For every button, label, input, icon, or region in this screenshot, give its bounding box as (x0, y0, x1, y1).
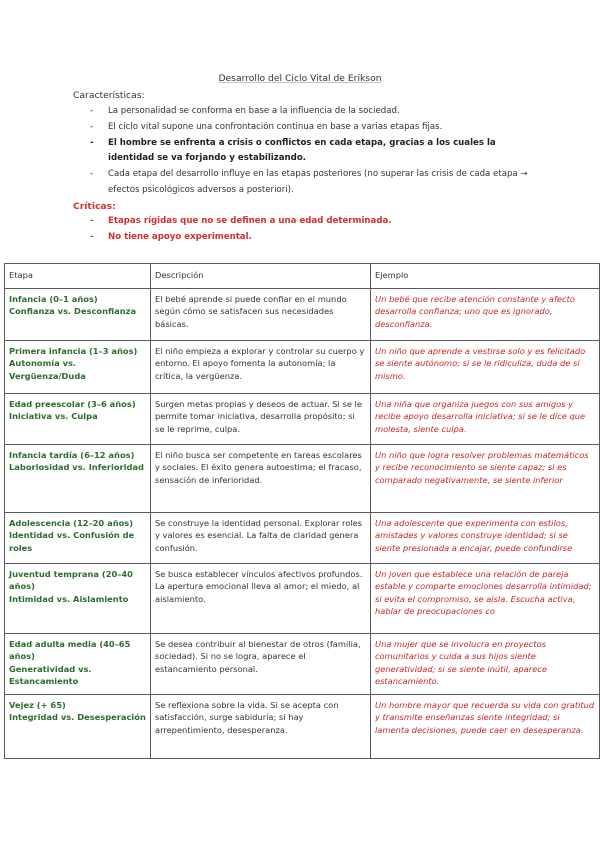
table-body (5, 289, 600, 759)
column-header-description: Descripción (151, 264, 371, 289)
description-cell: Se construye la identidad personal. Explorar roles y valores es esencial. La falta de claridad genera confusión. (151, 513, 371, 564)
stage-cell: Infancia (0–1 años) Confianza vs. Desconfianza (5, 289, 151, 341)
column-header-stage: Etapa (5, 264, 151, 289)
table-row (5, 394, 600, 445)
table-row (5, 634, 600, 695)
description-cell: Se desea contribuir al bienestar de otros (familia, sociedad). Si no se logra, aparece el estancamiento personal. (151, 634, 371, 695)
column-header-example: Ejemplo (371, 264, 600, 289)
features-list (73, 104, 533, 199)
critics-list (73, 214, 533, 246)
example-cell: Un hombre mayor que recuerda su vida con gratitud y transmite enseñanzas siente integridad; si lamenta decisiones, puede caer en desesperanza. (371, 695, 600, 759)
table-row (5, 341, 600, 394)
stage-cell: Edad adulta media (40–65 años) Generatividad vs. Estancamiento (5, 634, 151, 695)
critics-heading: Críticas: (73, 201, 116, 212)
example-cell: Una niña que organiza juegos con sus amigos y recibe apoyo desarrolla iniciativa; si se le dice que molesta, siente culpa. (371, 394, 600, 445)
example-cell: Una adolescente que experimenta con estilos, amistades y valores construye identidad; si se siente presionada a encajar, puede confundirse (371, 513, 600, 564)
critic-item: - Etapas rígidas que no se definen a una edad determinada. (90, 216, 392, 226)
document-title (0, 73, 600, 84)
feature-item-bold: - El hombre se enfrenta a crisis o conflictos en cada etapa, gracias a los cuales la identidad se va forjando y estabilizando. (90, 137, 496, 164)
example-cell: Un joven que establece una relación de pareja estable y comparte emociones desarrolla intimidad; si evita el compromiso, se aísla. Escucha activa, hablar de preocupaciones co (371, 564, 600, 634)
stage-cell: Primera infancia (1–3 años) Autonomía vs. Vergüenza/Duda (5, 341, 151, 394)
example-cell: Un niño que aprende a vestirse solo y es felicitado se siente autónomo; si se le ridiculiza, duda de sí mismo. (371, 341, 600, 394)
table-row (5, 445, 600, 513)
example-cell: Un niño que logra resolver problemas matemáticos y recibe reconocimiento se siente capaz; si es comparado negativamente, se siente inferior (371, 445, 600, 513)
stage-cell: Adolescencia (12–20 años) Identidad vs. Confusión de roles (5, 513, 151, 564)
stage-cell: Vejez (+ 65) Integridad vs. Desesperación (5, 695, 151, 759)
example-cell: Una mujer que se involucra en proyectos comunitarios y cuida a sus hijos siente generatividad; si se siente inútil, aparece estancamiento. (371, 634, 600, 695)
critic-item: - No tiene apoyo experimental. (90, 231, 252, 242)
stage-cell: Edad preescolar (3–6 años) Iniciativa vs. Culpa (5, 394, 151, 445)
description-cell: Se busca establecer vínculos afectivos profundos. La apertura emocional lleva al amor; el miedo, al aislamiento. (151, 564, 371, 634)
feature-item: - La personalidad se conforma en base a la influencia de la sociedad. (90, 106, 400, 116)
table-row (5, 513, 600, 564)
erikson-stages-table (4, 263, 600, 759)
description-cell: Se reflexiona sobre la vida. Si se acepta con satisfacción, surge sabiduría; si hay arrepentimiento, desesperanza. (151, 695, 371, 759)
table-header-row (5, 264, 600, 289)
table-row (5, 695, 600, 759)
table-row (5, 289, 600, 341)
description-cell: El niño busca ser competente en tareas escolares y sociales. El éxito genera autoestima; el fracaso, sensación de inferioridad. (151, 445, 371, 513)
features-heading: Características: (73, 90, 145, 101)
description-cell: Surgen metas propias y deseos de actuar. Si se le permite tomar iniciativa, desarrolla propósito; si se le reprime, culpa. (151, 394, 371, 445)
feature-item: - Cada etapa del desarrollo influye en las etapas posteriores (no superar las crisis de cada etapa → efectos psicológicos adversos a posteriori). (90, 169, 528, 195)
example-cell: Un bebé que recibe atención constante y afecto desarrolla confianza; uno que es ignorado, desconfianza. (371, 289, 600, 341)
feature-item: - El ciclo vital supone una confrontación continua en base a varias etapas fijas. (90, 121, 443, 132)
description-cell: El niño empieza a explorar y controlar su cuerpo y entorno. El apoyo fomenta la autonomía; la crítica, la vergüenza. (151, 341, 371, 394)
stage-cell: Juventud temprana (20–40 años) Intimidad vs. Aislamiento (5, 564, 151, 634)
table-row (5, 564, 600, 634)
stage-cell: Infancia tardía (6–12 años) Laboriosidad vs. Inferioridad (5, 445, 151, 513)
title-text: Desarrollo del Ciclo Vital de Erikson (218, 73, 382, 84)
description-cell: El bebé aprende si puede confiar en el mundo según cómo se satisfacen sus necesidades básicas. (151, 289, 371, 341)
